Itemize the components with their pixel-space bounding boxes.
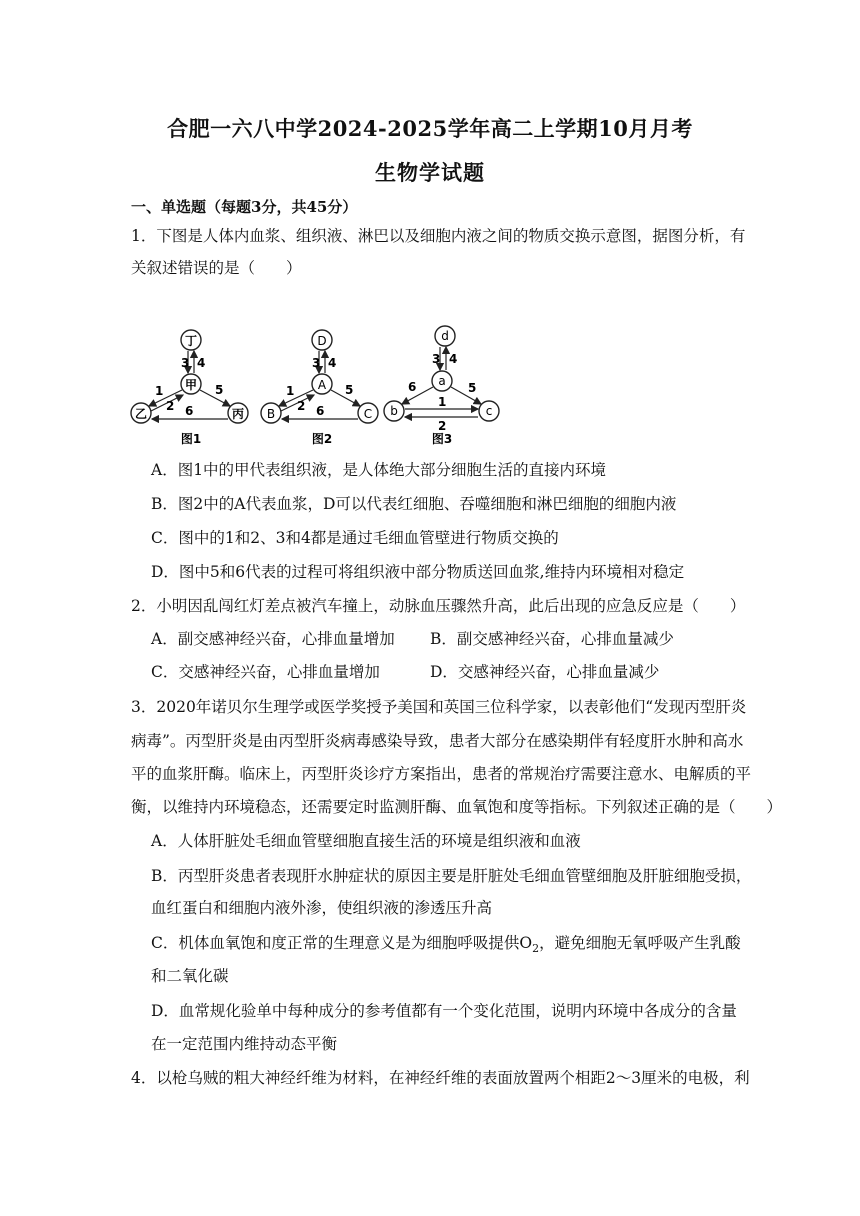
node-jia-label: 甲 bbox=[184, 378, 198, 392]
arrow-label-1: 1 bbox=[155, 384, 164, 398]
q3-stem-line3: 平的血浆肝酶。临床上，丙型肝炎诊疗方案指出，患者的常规治疗需要注意水、电解质的平 bbox=[131, 765, 752, 783]
arrow-label-1: 1 bbox=[286, 384, 295, 398]
node-D-label: D bbox=[317, 334, 327, 348]
q1-stem-line2: 关叙述错误的是（ ） bbox=[131, 259, 302, 277]
q3-option-b-line2: 血红蛋白和细胞内液外渗，使组织液的渗透压升高 bbox=[151, 899, 493, 917]
q3-option-c-line2: 和二氧化碳 bbox=[151, 967, 229, 985]
arrow-label-4: 4 bbox=[449, 352, 458, 366]
arrow-label-6: 6 bbox=[408, 380, 417, 394]
arrow-label-2: 2 bbox=[438, 419, 447, 433]
q3-option-a: A．人体肝脏处毛细血管壁细胞直接生活的环境是组织液和血液 bbox=[151, 832, 581, 850]
figure-2-diagram bbox=[261, 330, 378, 446]
node-b-label: b bbox=[390, 404, 398, 418]
q2-option-b: B．副交感神经兴奋，心排血量减少 bbox=[430, 630, 674, 648]
figure-1-caption: 图1 bbox=[180, 432, 202, 446]
arrow-label-4: 4 bbox=[328, 356, 337, 370]
q1-option-a: A．图1中的甲代表组织液，是人体绝大部分细胞生活的直接内环境 bbox=[151, 461, 607, 479]
q1-figure bbox=[124, 318, 504, 453]
arrow-label-4: 4 bbox=[197, 356, 206, 370]
arrow-label-5: 5 bbox=[345, 383, 354, 397]
q3-stem-line1: 3．2020年诺贝尔生理学或医学奖授予美国和英国三位科学家，以表彰他们“发现丙型肝炎 bbox=[131, 698, 747, 716]
q4-stem-line1: 4．以枪乌贼的粗大神经纤维为材料，在神经纤维的表面放置两个相距2～3厘米的电极，利 bbox=[131, 1069, 750, 1087]
q3-option-d-line2: 在一定范围内维持动态平衡 bbox=[151, 1035, 338, 1053]
arrow-label-2: 2 bbox=[166, 399, 175, 413]
section-heading: 一、单选题（每题3分，共45分） bbox=[131, 198, 358, 216]
node-c-label: c bbox=[485, 404, 493, 418]
arrow-label-1: 1 bbox=[438, 395, 447, 409]
arrow-label-2: 2 bbox=[297, 399, 306, 413]
arrow-label-5: 5 bbox=[215, 383, 224, 397]
q2-option-c: C．交感神经兴奋，心排血量增加 bbox=[151, 663, 380, 681]
node-ding-label: 丁 bbox=[184, 334, 198, 348]
q3-option-c-text-b: ，避免细胞无氧呼吸产生乳酸 bbox=[539, 934, 741, 952]
q1-option-b: B．图2中的A代表血浆，D可以代表红细胞、吞噬细胞和淋巴细胞的细胞内液 bbox=[151, 495, 677, 513]
q3-stem-line4: 衡，以维持内环境稳态，还需要定时监测肝酶、血氧饱和度等指标。下列叙述正确的是（ ） bbox=[131, 798, 783, 816]
q3-option-c-line1 bbox=[151, 933, 761, 959]
node-bing-label: 丙 bbox=[231, 407, 245, 421]
figure-2-caption: 图2 bbox=[311, 432, 333, 446]
q3-option-d-line1: D．血常规化验单中每种成分的参考值都有一个变化范围，说明内环境中各成分的含量 bbox=[151, 1002, 737, 1020]
figure-3-diagram bbox=[384, 326, 499, 446]
arrow-label-5: 5 bbox=[468, 381, 477, 395]
node-yi-label: 乙 bbox=[134, 407, 148, 421]
node-A-label: A bbox=[317, 378, 327, 392]
q2-stem: 2．小明因乱闯红灯差点被汽车撞上，动脉血压骤然升高，此后出现的应急反应是（ ） bbox=[131, 597, 746, 615]
q2-option-d: D．交感神经兴奋，心排血量减少 bbox=[430, 663, 660, 681]
oxygen-subscript: 2 bbox=[532, 942, 540, 956]
q3-option-c-text-a: C．机体血氧饱和度正常的生理意义是为细胞呼吸提供O bbox=[151, 934, 533, 952]
figure-3-caption: 图3 bbox=[431, 432, 453, 446]
q2-option-a: A．副交感神经兴奋，心排血量增加 bbox=[151, 630, 395, 648]
q1-stem-line1: 1．下图是人体内血浆、组织液、淋巴以及细胞内液之间的物质交换示意图，据图分析，有 bbox=[131, 227, 746, 245]
arrow-label-3: 3 bbox=[312, 356, 321, 370]
arrow-label-3: 3 bbox=[432, 352, 441, 366]
document-title: 合肥一六八中学2024-2025学年高二上学期10月月考 bbox=[167, 116, 693, 141]
node-C-label: C bbox=[363, 407, 373, 421]
q1-option-d: D．图中5和6代表的过程可将组织液中部分物质送回血浆,维持内环境相对稳定 bbox=[151, 563, 685, 581]
q1-option-c: C．图中的1和2、3和4都是通过毛细血管壁进行物质交换的 bbox=[151, 529, 559, 547]
figure-1-diagram bbox=[131, 330, 248, 446]
q3-stem-line2: 病毒”。丙型肝炎是由丙型肝炎病毒感染导致，患者大部分在感染期伴有轻度肝水肿和高水 bbox=[131, 732, 744, 750]
node-d-label: d bbox=[441, 329, 449, 343]
arrow-label-6: 6 bbox=[185, 404, 194, 418]
node-a-label: a bbox=[438, 374, 446, 388]
q3-option-b-line1: B．丙型肝炎患者表现肝水肿症状的原因主要是肝脏处毛细血管壁细胞及肝脏细胞受损， bbox=[151, 867, 752, 885]
document-subtitle: 生物学试题 bbox=[375, 160, 485, 185]
arrow-label-6: 6 bbox=[316, 404, 325, 418]
arrow-label-3: 3 bbox=[181, 356, 190, 370]
node-B-label: B bbox=[266, 407, 276, 421]
